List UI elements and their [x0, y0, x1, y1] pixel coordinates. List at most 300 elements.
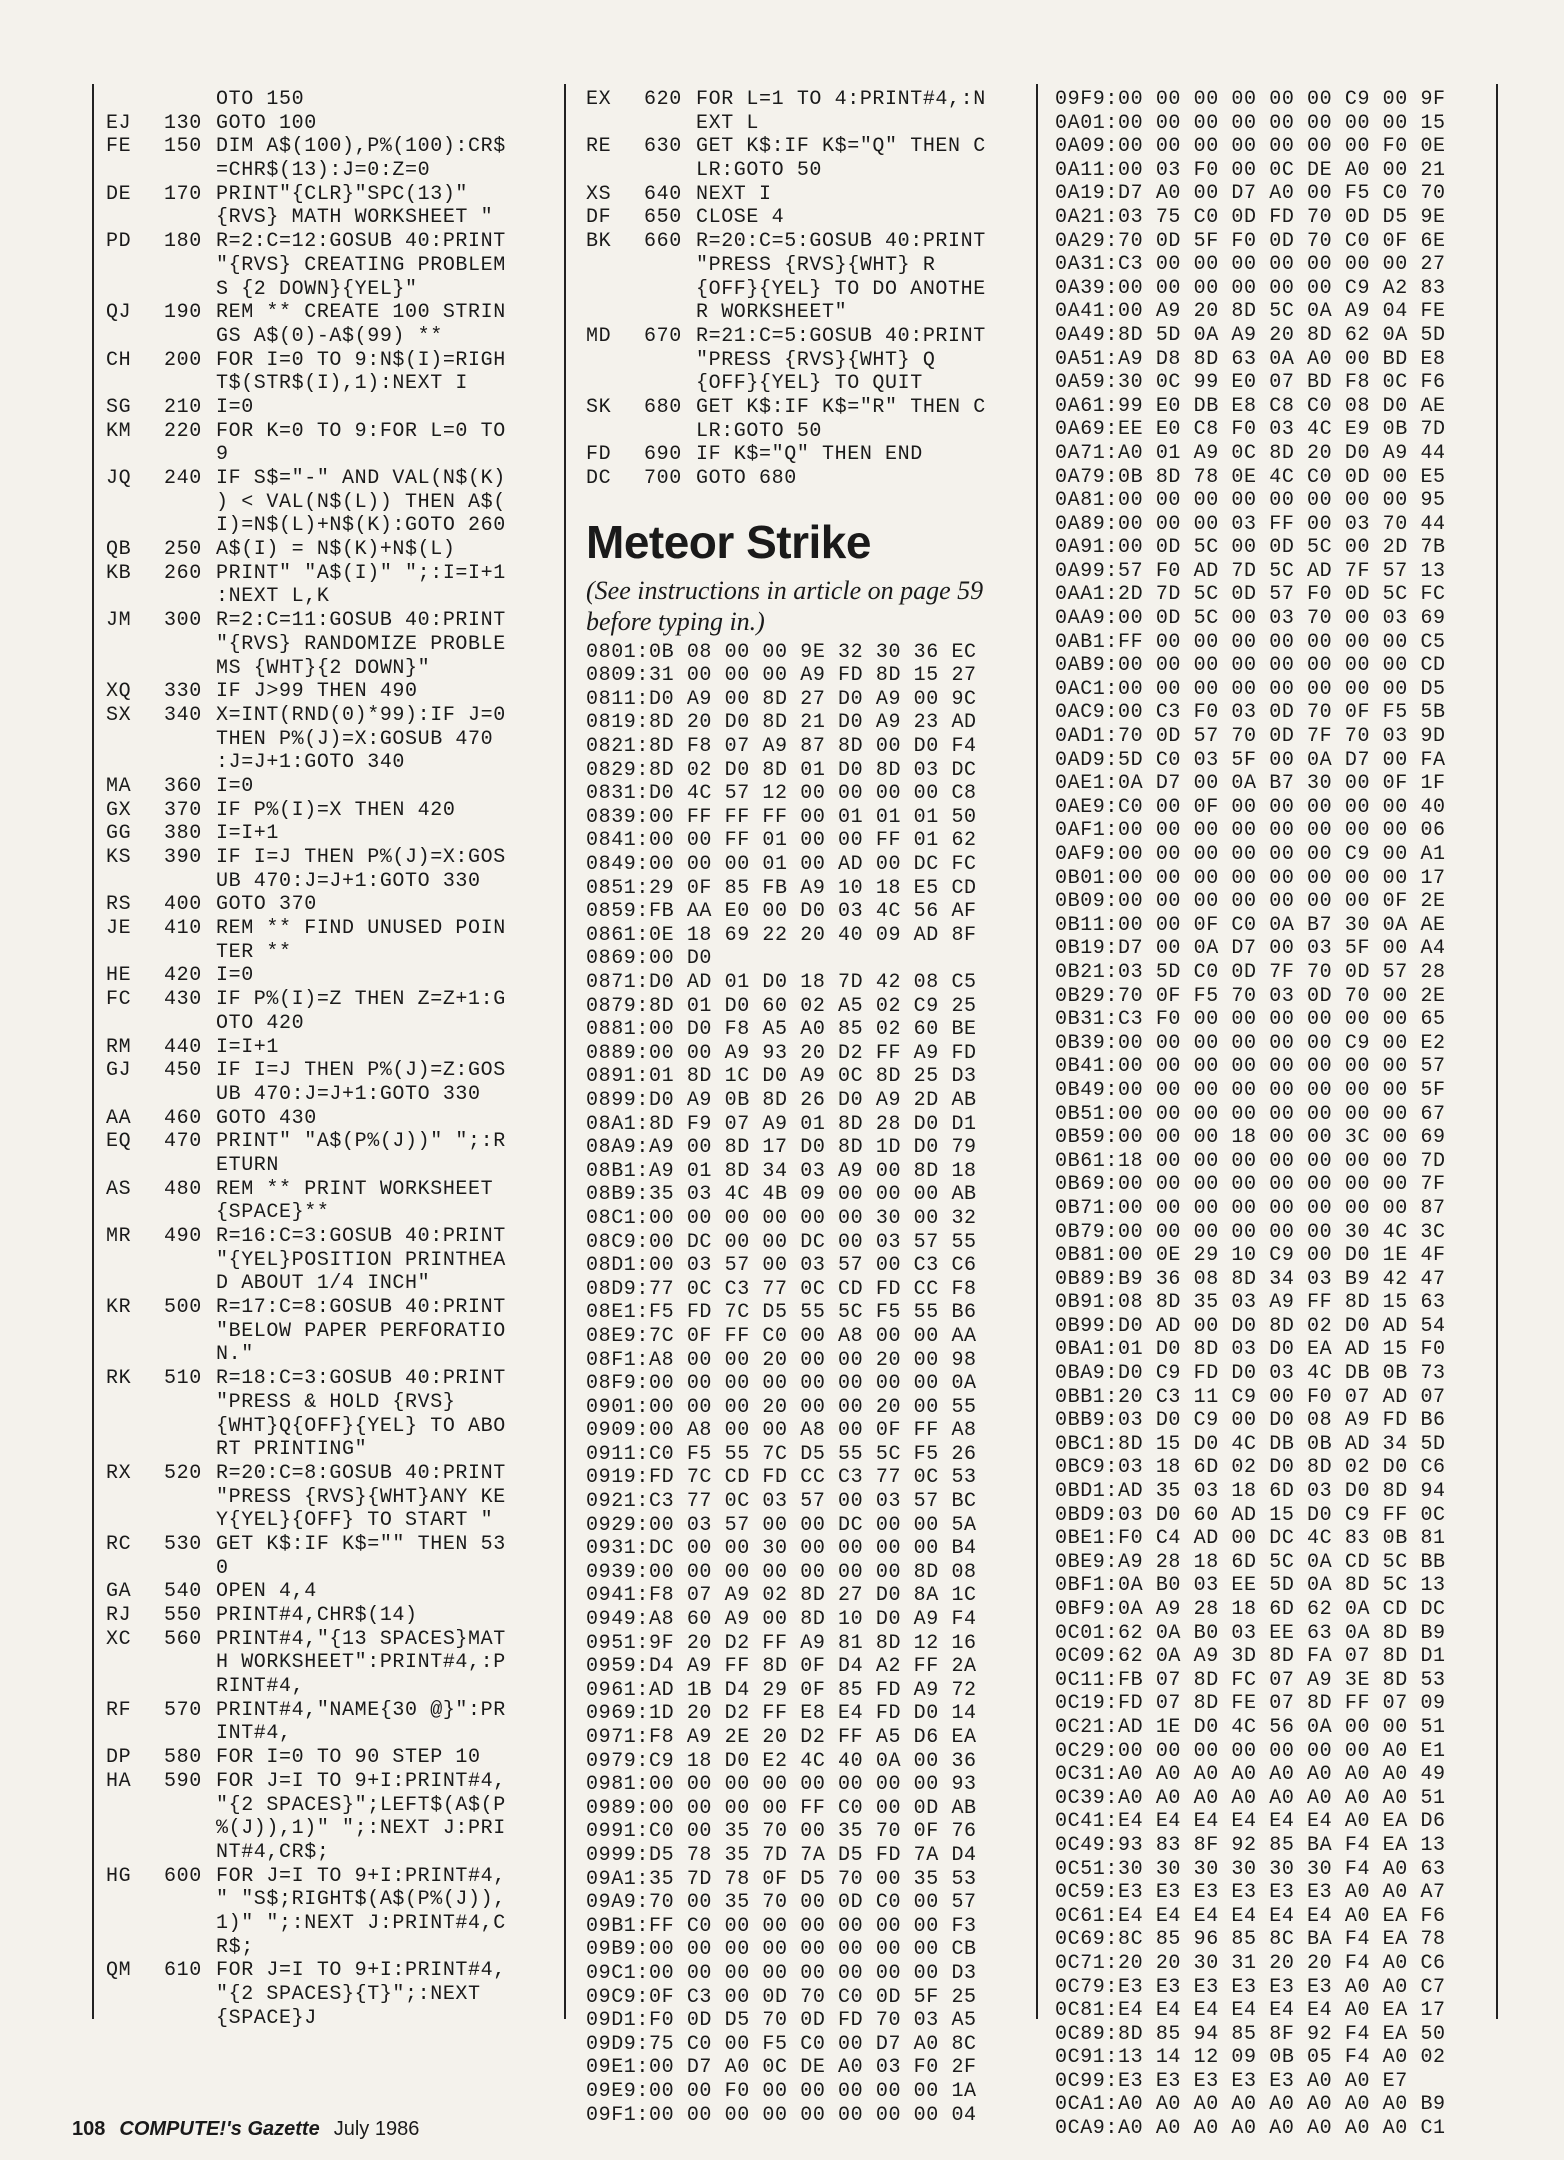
line-number — [164, 1391, 216, 1415]
hex-listing-column-3 — [1055, 88, 1495, 2141]
code-text: S {2 DOWN}{YEL}" — [216, 277, 418, 301]
hex-line: 09F9:00 00 00 00 00 00 C9 00 9F — [1055, 88, 1446, 111]
hex-line: 0871:D0 AD 01 D0 18 7D 42 08 C5 — [586, 971, 977, 994]
checksum — [106, 1794, 164, 1818]
checksum — [586, 301, 644, 325]
code-line — [106, 609, 556, 633]
hex-line: 08E1:F5 FD 7C D5 55 5C F5 55 B6 — [586, 1301, 977, 1325]
checksum: RS — [106, 893, 132, 917]
hex-line: 08E9:7C 0F FF C0 00 A8 00 00 AA — [586, 1324, 977, 1348]
line-number: 690 — [644, 443, 682, 467]
line-number — [164, 1438, 216, 1462]
hex-line: 0C89:8D 85 94 85 8F 92 F4 EA 50 — [1055, 2022, 1446, 2046]
line-number — [164, 1841, 216, 1865]
checksum: MD — [586, 324, 612, 348]
line-number — [164, 254, 216, 278]
page-number: 108 — [72, 2118, 106, 2140]
hex-line: 0B31:C3 F0 00 00 00 00 00 00 65 — [1055, 1008, 1446, 1032]
checksum — [106, 1415, 164, 1439]
hex-line: 0B71:00 00 00 00 00 00 00 00 87 — [1055, 1196, 1446, 1220]
code-line — [106, 1746, 556, 1770]
code-line — [106, 1983, 556, 2007]
checksum: XQ — [106, 680, 132, 704]
line-number: 550 — [164, 1604, 202, 1627]
code-line — [106, 1817, 556, 1841]
code-line — [106, 1509, 556, 1533]
line-number: 400 — [164, 893, 202, 917]
line-number: 470 — [164, 1130, 202, 1154]
line-number: 600 — [164, 1864, 202, 1888]
code-line — [106, 1036, 556, 1060]
line-number — [164, 491, 216, 515]
line-number: 570 — [164, 1698, 202, 1722]
code-text: I=0 — [216, 395, 254, 419]
code-line — [586, 396, 1032, 420]
line-number — [164, 1249, 216, 1273]
code-line — [106, 1675, 556, 1699]
line-number — [164, 206, 216, 230]
checksum — [106, 1272, 164, 1296]
hex-line: 0A79:0B 8D 78 0E 4C C0 0D 00 E5 — [1055, 465, 1446, 489]
hex-line: 09E9:00 00 F0 00 00 00 00 00 1A — [586, 2079, 977, 2103]
hex-line: 0811:D0 A9 00 8D 27 D0 A9 00 9C — [586, 687, 977, 711]
hex-line: 0AD1:70 0D 57 70 0D 7F 70 03 9D — [1055, 725, 1446, 749]
checksum — [106, 88, 164, 112]
code-text: R=20:C=8:GOSUB 40:PRINT — [216, 1461, 506, 1485]
checksum — [106, 1888, 164, 1912]
hex-line: 0981:00 00 00 00 00 00 00 00 93 — [586, 1773, 977, 1797]
code-line — [586, 349, 1032, 373]
hex-line: 0A89:00 00 00 03 FF 00 03 70 44 — [1055, 512, 1446, 536]
code-line — [106, 1249, 556, 1273]
code-line — [106, 893, 556, 917]
code-line — [106, 1794, 556, 1818]
hex-line: 09C9:0F C3 00 0D 70 C0 0D 5F 25 — [586, 1985, 977, 2009]
code-text: R=16:C=3:GOSUB 40:PRINT — [216, 1225, 506, 1248]
hex-line: 0A31:C3 00 00 00 00 00 00 00 27 — [1055, 253, 1446, 277]
checksum — [106, 1343, 164, 1367]
code-text: PRINT#4,CHR$(14) — [216, 1604, 418, 1627]
checksum: EJ — [106, 111, 132, 135]
code-line — [106, 846, 556, 870]
line-number — [164, 1794, 216, 1818]
line-number: 360 — [164, 774, 202, 798]
line-number — [644, 112, 696, 136]
line-number: 520 — [164, 1461, 202, 1485]
code-line — [106, 254, 556, 278]
hex-line: 0B41:00 00 00 00 00 00 00 00 57 — [1055, 1055, 1446, 1079]
line-number — [164, 1272, 216, 1296]
line-number — [164, 2007, 216, 2031]
typing-instructions: (See instructions in article on page 59 before typing in.) — [586, 575, 984, 636]
line-number — [644, 301, 696, 325]
checksum: XC — [106, 1627, 132, 1651]
hex-line: 0919:FD 7C CD FD CC C3 77 0C 53 — [586, 1466, 977, 1490]
code-line — [106, 396, 556, 420]
code-text: TER ** — [216, 940, 292, 964]
line-number — [164, 1983, 216, 2007]
line-number: 260 — [164, 561, 202, 585]
code-text: ) < VAL(N$(L)) THEN A$( — [216, 490, 506, 514]
hex-line: 0C49:93 83 8F 92 85 BA F4 EA 13 — [1055, 1833, 1446, 1857]
checksum: AS — [106, 1177, 132, 1201]
line-number: 640 — [644, 182, 682, 206]
checksum — [106, 1509, 164, 1533]
checksum — [106, 1320, 164, 1344]
hex-line: 0C81:E4 E4 E4 E4 E4 E4 A0 EA 17 — [1055, 1999, 1446, 2023]
code-text: {SPACE}** — [216, 1201, 330, 1225]
code-text: LR:GOTO 50 — [696, 159, 823, 183]
code-text: OTO 150 — [216, 88, 305, 111]
checksum: JE — [106, 917, 132, 941]
hex-line: 0A91:00 0D 5C 00 0D 5C 00 2D 7B — [1055, 536, 1446, 560]
code-line — [106, 1462, 556, 1486]
code-text: FOR J=I TO 9+I:PRINT#4, — [216, 1864, 506, 1888]
code-line — [106, 1865, 556, 1889]
line-number — [164, 657, 216, 681]
checksum: SX — [106, 703, 132, 727]
code-line — [106, 1059, 556, 1083]
code-text: FOR L=1 TO 4:PRINT#4,:N — [696, 88, 986, 111]
hex-line: 0B79:00 00 00 00 00 00 30 4C 3C — [1055, 1220, 1446, 1244]
code-line — [106, 1651, 556, 1675]
hex-line: 0C01:62 0A B0 03 EE 63 0A 8D B9 — [1055, 1621, 1446, 1645]
checksum — [106, 1083, 164, 1107]
code-line — [586, 467, 1032, 491]
hex-line: 0C71:20 20 30 31 20 20 F4 A0 C6 — [1055, 1951, 1446, 1975]
checksum — [106, 1557, 164, 1581]
code-text: GET K$:IF K$="" THEN 53 — [216, 1532, 506, 1556]
hex-line: 0A59:30 0C 99 E0 07 BD F8 0C F6 — [1055, 371, 1446, 395]
hex-line: 0899:D0 A9 0B 8D 26 D0 A9 2D AB — [586, 1088, 977, 1112]
checksum — [586, 159, 644, 183]
hex-line: 0901:00 00 00 20 00 00 20 00 55 — [586, 1395, 977, 1419]
code-text: UB 470:J=J+1:GOTO 330 — [216, 1082, 481, 1106]
code-line — [106, 1722, 556, 1746]
hex-line: 0B91:08 8D 35 03 A9 FF 8D 15 63 — [1055, 1291, 1446, 1315]
code-line — [586, 325, 1032, 349]
checksum: RC — [106, 1532, 132, 1556]
code-line — [586, 443, 1032, 467]
hex-line: 0869:00 D0 — [586, 947, 713, 971]
hex-line: 0AA1:2D 7D 5C 0D 57 F0 0D 5C FC — [1055, 583, 1446, 607]
line-number — [164, 1651, 216, 1675]
checksum — [106, 372, 164, 396]
checksum — [106, 1936, 164, 1960]
code-text: X=INT(RND(0)*99):IF J=0 — [216, 703, 506, 727]
hex-line: 0959:D4 A9 FF 8D 0F D4 A2 FF 2A — [586, 1655, 977, 1679]
basic-listing-column-1 — [106, 88, 556, 2030]
hex-line: 08F9:00 00 00 00 00 00 00 00 0A — [586, 1372, 977, 1396]
code-line — [106, 1201, 556, 1225]
code-line — [106, 704, 556, 728]
checksum — [106, 1201, 164, 1225]
code-text: "PRESS & HOLD {RVS} — [216, 1390, 456, 1414]
hex-line: 0891:01 8D 1C D0 A9 0C 8D 25 D3 — [586, 1065, 977, 1089]
line-number — [164, 159, 216, 183]
hex-line: 0AC1:00 00 00 00 00 00 00 00 D5 — [1055, 677, 1446, 701]
code-text: IF P%(I)=Z THEN Z=Z+1:G — [216, 988, 506, 1012]
hex-line: 0C21:AD 1E D0 4C 56 0A 00 00 51 — [1055, 1715, 1446, 1739]
line-number: 490 — [164, 1225, 202, 1248]
hex-line: 0831:D0 4C 57 12 00 00 00 00 C8 — [586, 782, 977, 806]
code-text: GOTO 430 — [216, 1106, 317, 1130]
checksum: RJ — [106, 1604, 132, 1627]
checksum — [106, 254, 164, 278]
line-number — [164, 1320, 216, 1344]
line-number — [164, 941, 216, 965]
hex-line: 0AF9:00 00 00 00 00 00 C9 00 A1 — [1055, 843, 1446, 866]
line-number: 380 — [164, 822, 202, 846]
code-line — [106, 1699, 556, 1723]
code-text: H WORKSHEET":PRINT#4,:P — [216, 1651, 506, 1675]
code-text: R=18:C=3:GOSUB 40:PRINT — [216, 1367, 506, 1391]
checksum: QJ — [106, 301, 132, 325]
checksum: GJ — [106, 1059, 132, 1083]
code-line — [106, 1225, 556, 1249]
hex-line: 0BA9:D0 C9 FD D0 03 4C DB 0B 73 — [1055, 1362, 1446, 1386]
code-line — [106, 135, 556, 159]
line-number — [164, 633, 216, 657]
hex-line: 0C69:8C 85 96 85 8C BA F4 EA 78 — [1055, 1928, 1446, 1952]
code-text: IF K$="Q" THEN END — [696, 443, 923, 467]
hex-line: 0839:00 FF FF FF 00 01 01 01 50 — [586, 805, 977, 829]
line-number: 460 — [164, 1106, 202, 1130]
line-number: 670 — [644, 324, 682, 348]
code-text: "PRESS {RVS}{WHT}ANY KE — [216, 1485, 506, 1509]
article-title: Meteor Strike — [586, 515, 871, 568]
hex-line: 0821:8D F8 07 A9 87 8D 00 D0 F4 — [586, 735, 977, 759]
line-number: 500 — [164, 1296, 202, 1320]
code-line — [586, 230, 1032, 254]
hex-line: 08B9:35 03 4C 4B 09 00 00 00 AB — [586, 1183, 977, 1207]
line-number: 220 — [164, 419, 202, 443]
line-number — [164, 1201, 216, 1225]
line-number: 680 — [644, 395, 682, 419]
code-text: N." — [216, 1343, 254, 1367]
code-line — [106, 325, 556, 349]
code-text: Y{YEL}{OFF} TO START " — [216, 1509, 494, 1533]
hex-line: 0B49:00 00 00 00 00 00 00 00 5F — [1055, 1078, 1446, 1102]
checksum: DF — [586, 206, 612, 230]
code-line — [106, 870, 556, 894]
hex-line: 0BF9:0A A9 28 18 6D 62 0A CD DC — [1055, 1598, 1446, 1621]
code-text: UB 470:J=J+1:GOTO 330 — [216, 869, 481, 893]
code-line — [106, 1320, 556, 1344]
code-line — [106, 1296, 556, 1320]
hex-line: 0AF1:00 00 00 00 00 00 00 00 06 — [1055, 819, 1446, 843]
hex-line: 09A1:35 7D 78 0F D5 70 00 35 53 — [586, 1867, 977, 1891]
line-number: 240 — [164, 467, 202, 490]
checksum — [106, 657, 164, 681]
hex-line: 0A41:00 A9 20 8D 5C 0A A9 04 FE — [1055, 300, 1446, 324]
hex-line: 0A11:00 03 F0 00 0C DE A0 00 21 — [1055, 158, 1446, 182]
checksum — [106, 1675, 164, 1699]
line-number — [164, 1154, 216, 1178]
checksum — [106, 1154, 164, 1178]
checksum: FD — [586, 443, 612, 467]
checksum — [106, 1249, 164, 1273]
code-line — [106, 1367, 556, 1391]
checksum: HE — [106, 964, 132, 988]
line-number — [164, 1675, 216, 1699]
code-line — [106, 657, 556, 681]
hex-line: 0999:D5 78 35 7D 7A D5 FD 7A D4 — [586, 1843, 977, 1867]
code-text: I)=N$(L)+N$(K):GOTO 260 — [216, 514, 506, 538]
code-text: I=0 — [216, 964, 254, 988]
hex-line: 0C61:E4 E4 E4 E4 E4 E4 A0 EA F6 — [1055, 1904, 1446, 1928]
code-line — [106, 1154, 556, 1178]
code-line — [106, 206, 556, 230]
hex-line: 08C1:00 00 00 00 00 00 30 00 32 — [586, 1206, 977, 1230]
code-text: FOR K=0 TO 9:FOR L=0 TO — [216, 419, 506, 443]
checksum: BK — [586, 230, 612, 254]
code-text: FOR I=0 TO 9:N$(I)=RIGH — [216, 348, 506, 372]
code-line — [106, 1770, 556, 1794]
code-text: {OFF}{YEL} TO DO ANOTHE — [696, 277, 986, 301]
hex-line: 0C51:30 30 30 30 30 30 F4 A0 63 — [1055, 1857, 1446, 1881]
checksum — [106, 1012, 164, 1036]
checksum — [106, 491, 164, 515]
code-text: {SPACE}J — [216, 2006, 317, 2030]
code-text: "{YEL}POSITION PRINTHEA — [216, 1248, 506, 1272]
line-number: 300 — [164, 609, 202, 633]
code-line — [106, 917, 556, 941]
hex-line: 0C29:00 00 00 00 00 00 00 A0 E1 — [1055, 1739, 1446, 1763]
code-text: FOR J=I TO 9+I:PRINT#4, — [216, 1769, 506, 1793]
code-text: "PRESS {RVS}{WHT} R — [696, 253, 936, 277]
hex-line: 0B89:B9 36 08 8D 34 03 B9 42 47 — [1055, 1267, 1446, 1291]
code-line — [106, 822, 556, 846]
hex-line: 0CA1:A0 A0 A0 A0 A0 A0 A0 A0 B9 — [1055, 2093, 1446, 2117]
hex-line: 0949:A8 60 A9 00 8D 10 D0 A9 F4 — [586, 1608, 977, 1632]
line-number: 610 — [164, 1959, 202, 1983]
line-number — [164, 372, 216, 396]
hex-line: 0A81:00 00 00 00 00 00 00 00 95 — [1055, 489, 1446, 513]
line-number — [164, 1012, 216, 1036]
code-text: "{RVS} RANDOMIZE PROBLE — [216, 632, 506, 656]
line-number — [164, 278, 216, 302]
hex-line: 0C19:FD 07 8D FE 07 8D FF 07 09 — [1055, 1692, 1446, 1716]
hex-line: 08A1:8D F9 07 A9 01 8D 28 D0 D1 — [586, 1112, 977, 1136]
code-text: GS A$(0)-A$(99) ** — [216, 324, 443, 348]
checksum: GA — [106, 1580, 132, 1604]
code-line — [586, 112, 1032, 136]
line-number: 650 — [644, 206, 682, 230]
code-line — [106, 1272, 556, 1296]
checksum — [106, 633, 164, 657]
hex-line: 09E1:00 D7 A0 0C DE A0 03 F0 2F — [586, 2056, 977, 2080]
hex-line: 0C99:E3 E3 E3 E3 E3 A0 A0 E7 — [1055, 2069, 1408, 2093]
checksum: DP — [106, 1746, 132, 1770]
code-text: PRINT" "A$(I)" ";:I=I+1 — [216, 561, 506, 585]
hex-line: 0BD9:03 D0 60 AD 15 D0 C9 FF 0C — [1055, 1503, 1446, 1527]
code-line — [106, 964, 556, 988]
checksum — [106, 1817, 164, 1841]
magazine-name: COMPUTE!'s Gazette — [119, 2118, 320, 2140]
code-line — [106, 562, 556, 586]
hex-line: 0A71:A0 01 A9 0C 8D 20 D0 A9 44 — [1055, 441, 1446, 465]
line-number: 210 — [164, 395, 202, 419]
code-line — [106, 1912, 556, 1936]
hex-line: 0801:0B 08 00 00 9E 32 30 36 EC — [586, 640, 977, 664]
checksum: PD — [106, 230, 132, 254]
code-text: RINT#4, — [216, 1675, 305, 1699]
code-line — [106, 1936, 556, 1960]
code-text: 9 — [216, 443, 229, 467]
hex-line: 0951:9F 20 D2 FF A9 81 8D 12 16 — [586, 1631, 977, 1655]
line-number: 250 — [164, 538, 202, 562]
code-text: NEXT I — [696, 182, 772, 206]
checksum — [586, 372, 644, 396]
line-number — [164, 585, 216, 609]
hex-line: 0909:00 A8 00 00 A8 00 0F FF A8 — [586, 1419, 977, 1443]
hex-line: 0849:00 00 00 01 00 AD 00 DC FC — [586, 853, 977, 877]
code-text: R=17:C=8:GOSUB 40:PRINT — [216, 1296, 506, 1320]
code-text: IF P%(I)=X THEN 420 — [216, 798, 456, 822]
checksum: FC — [106, 988, 132, 1012]
hex-line: 0C41:E4 E4 E4 E4 E4 E4 A0 EA D6 — [1055, 1810, 1446, 1834]
code-line — [106, 585, 556, 609]
hex-line: 08F1:A8 00 00 20 00 00 20 00 98 — [586, 1348, 977, 1372]
hex-line: 0B39:00 00 00 00 00 00 C9 00 E2 — [1055, 1031, 1446, 1055]
line-number: 390 — [164, 846, 202, 869]
code-text: INT#4, — [216, 1722, 292, 1746]
code-text: :J=J+1:GOTO 340 — [216, 751, 406, 775]
line-number: 540 — [164, 1580, 202, 1604]
code-text: DIM A$(100),P%(100):CR$ — [216, 135, 506, 159]
checksum — [106, 1651, 164, 1675]
code-line — [106, 112, 556, 136]
hex-line: 0861:0E 18 69 22 20 40 09 AD 8F — [586, 923, 977, 947]
code-line — [106, 538, 556, 562]
checksum — [106, 514, 164, 538]
checksum: MA — [106, 774, 132, 798]
code-text: "BELOW PAPER PERFORATIO — [216, 1319, 506, 1343]
code-text: " "S$;RIGHT$(A$(P%(J)), — [216, 1888, 506, 1912]
code-line — [106, 1888, 556, 1912]
line-number — [164, 1817, 216, 1841]
page-footer — [72, 2118, 419, 2141]
checksum: RE — [586, 135, 612, 159]
code-text: FOR J=I TO 9+I:PRINT#4, — [216, 1959, 506, 1983]
code-line — [106, 514, 556, 538]
line-number: 560 — [164, 1627, 202, 1651]
hex-line: 0B99:D0 AD 00 D0 8D 02 D0 AD 54 — [1055, 1314, 1446, 1338]
line-number — [164, 88, 216, 112]
hex-line: 08C9:00 DC 00 00 DC 00 03 57 55 — [586, 1230, 977, 1254]
hex-line: 0AC9:00 C3 F0 03 0D 70 0F F5 5B — [1055, 701, 1446, 725]
hex-line: 0B11:00 00 0F C0 0A B7 30 0A AE — [1055, 913, 1446, 937]
issue-date: July 1986 — [333, 2118, 420, 2140]
checksum — [106, 278, 164, 302]
checksum: EQ — [106, 1130, 132, 1154]
hex-line: 09B1:FF C0 00 00 00 00 00 00 F3 — [586, 1914, 977, 1938]
code-line — [106, 1130, 556, 1154]
checksum — [106, 870, 164, 894]
code-text: =CHR$(13):J=0:Z=0 — [216, 159, 431, 183]
line-number — [644, 159, 696, 183]
code-line — [106, 88, 556, 112]
code-text: I=I+1 — [216, 822, 280, 846]
hex-line: 0989:00 00 00 00 FF C0 00 0D AB — [586, 1796, 977, 1820]
hex-line: 0A39:00 00 00 00 00 00 C9 A2 83 — [1055, 276, 1446, 300]
code-text: 0 — [216, 1556, 229, 1580]
line-number: 170 — [164, 182, 202, 206]
line-number — [644, 349, 696, 373]
hex-line: 08D9:77 0C C3 77 0C CD FD CC F8 — [586, 1277, 977, 1301]
code-text: IF I=J THEN P%(J)=Z:GOS — [216, 1059, 506, 1083]
